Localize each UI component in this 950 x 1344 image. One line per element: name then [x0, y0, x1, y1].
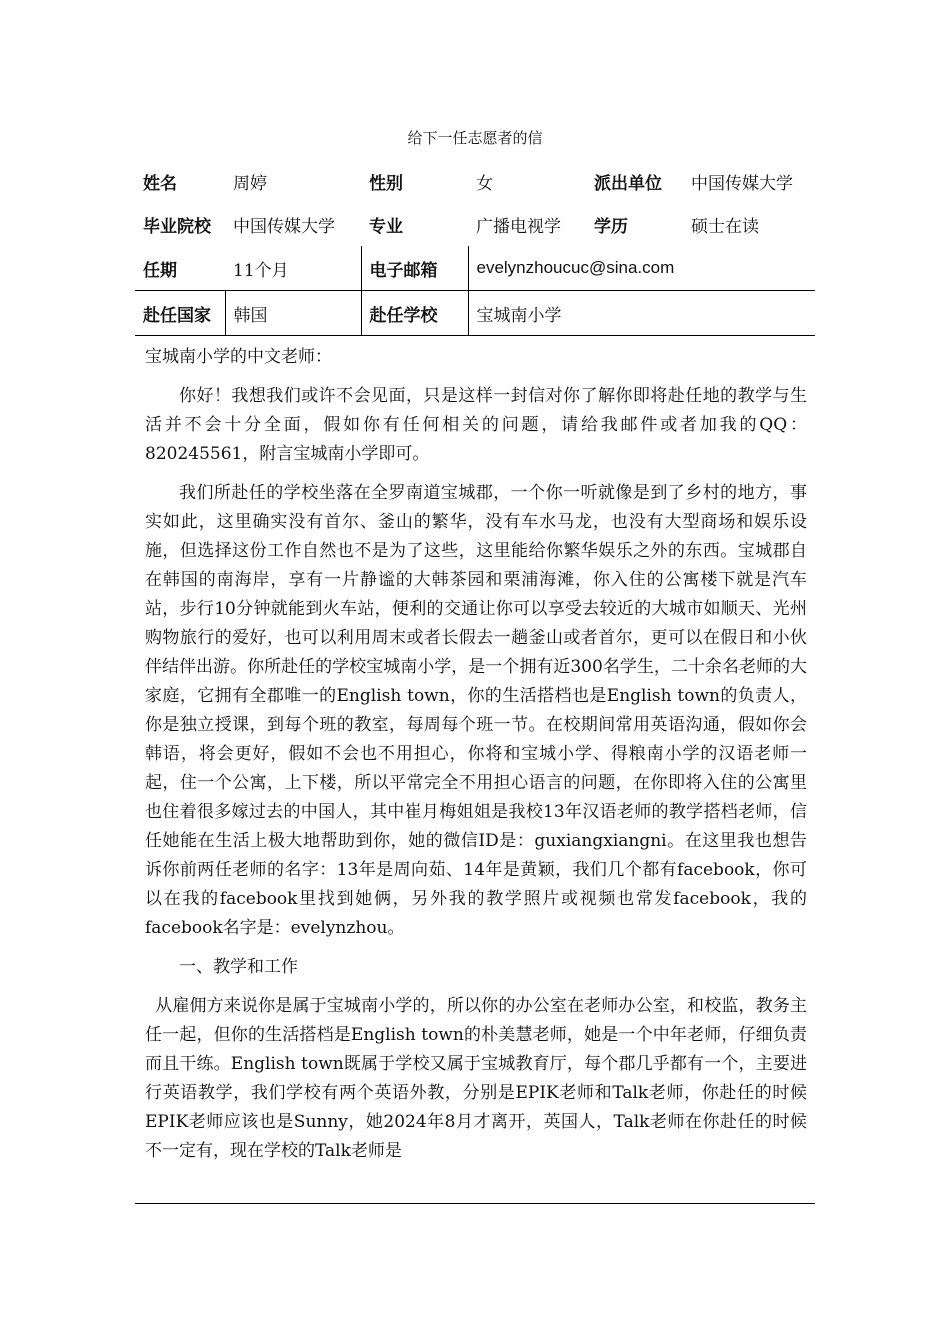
unit-label: 派出单位: [594, 174, 662, 194]
info-row-1: [135, 160, 815, 203]
host-school-label: 赴任学校: [361, 291, 468, 336]
degree-label: 学历: [594, 217, 628, 237]
info-table: [135, 160, 815, 336]
school-value: 中国传媒大学: [233, 217, 335, 237]
major-label: 专业: [369, 217, 403, 237]
info-row-4: [135, 291, 815, 336]
term-value: 11个月: [225, 246, 361, 291]
degree-value: 硕士在读: [691, 217, 759, 237]
name-value: 周婷: [233, 174, 267, 194]
info-row-3: [135, 246, 815, 291]
section-heading-teaching: 一、教学和工作: [179, 957, 298, 977]
gender-label: 性别: [369, 174, 403, 194]
country-label: 赴任国家: [135, 291, 225, 336]
paragraph-2: 我们所赴任的学校坐落在全罗南道宝城郡，一个你一听就像是到了乡村的地方，事实如此，这里确实没有首尔、釜山的繁华，没有车水马龙，也没有大型商场和娱乐设施，但选择这份工作自然也不是为了这些，这里能给你繁华娱乐之外的东西。宝城郡自在韩国的南海岸，享有一片静谧的大韩茶园和栗浦海滩，你入住的公寓楼下就是汽车站，步行10分钟就能到火车站，便利的交通让你可以享受去较近的大城市如顺天、光州购物旅行的爱好，也可以利用周末或者长假去一趟釜山或者首尔，更可以在假日和小伙伴结伴出游。你所赴任的学校宝城南小学，是一个拥有近300名学生，二十余名老师的大家庭，它拥有全郡唯一的English town，你的生活搭档也是English town的负责人，你是独立授课，到每个班的教室，每周每个班一节。在校期间常用英语沟通，假如你会韩语，将会更好，假如不会也不用担心，你将和宝城小学、得粮南小学的汉语老师一起，住一个公寓，上下楼，所以平常完全不用担心语言的问题，在你即将入住的公寓里也住着很多嫁过去的中国人，其中崔月梅姐姐是我校13年汉语老师的教学搭档老师，信任她能在生活上极大地帮助到你，她的微信ID是：guxiangxiangni。在这里我也想告诉你前两任老师的名字：13年是周向茹、14年是黄颖，我们几个都有facebook，你可以在我的facebook里找到她俩，另外我的教学照片或视频也常发facebook，我的facebook名字是：evelynzhou。: [145, 483, 807, 938]
greeting: 宝城南小学的中文老师：: [145, 347, 332, 367]
paragraph-1: 你好！我想我们或许不会见面，只是这样一封信对你了解你即将赴任地的教学与生活并不会十分全面，假如你有任何相关的问题，请给我邮件或者加我的QQ：820245561，附言宝城南小学即可。: [145, 386, 807, 464]
gender-value: 女: [476, 174, 493, 194]
host-school-value: 宝城南小学: [468, 291, 815, 336]
letter-body: [145, 343, 807, 1166]
email-value: evelynzhoucuc@sina.com: [468, 246, 815, 291]
email-label: 电子邮箱: [361, 246, 468, 291]
name-label: 姓名: [143, 174, 177, 194]
page-bottom-rule: [135, 1203, 815, 1204]
school-label: 毕业院校: [143, 217, 211, 237]
term-label: 任期: [135, 246, 225, 291]
major-value: 广播电视学: [476, 217, 561, 237]
info-row-2: [135, 203, 815, 246]
country-value: 韩国: [225, 291, 361, 336]
paragraph-3: 从雇佣方来说你是属于宝城南小学的，所以你的办公室在老师办公室，和校监，教务主任一起，但你的生活搭档是English town的朴美慧老师，她是一个中年老师，仔细负责而且干练。English town既属于学校又属于宝城教育厅，每个郡几乎都有一个，主要进行英语教学，我们学校有两个英语外教，分别是EPIK老师和Talk老师，你赴任的时候EPIK老师应该也是Sunny，她2024年8月才离开，英国人，Talk老师在你赴任的时候不一定有，现在学校的Talk老师是: [145, 996, 807, 1161]
unit-value: 中国传媒大学: [691, 174, 793, 194]
document-title: 给下一任志愿者的信: [407, 129, 543, 147]
